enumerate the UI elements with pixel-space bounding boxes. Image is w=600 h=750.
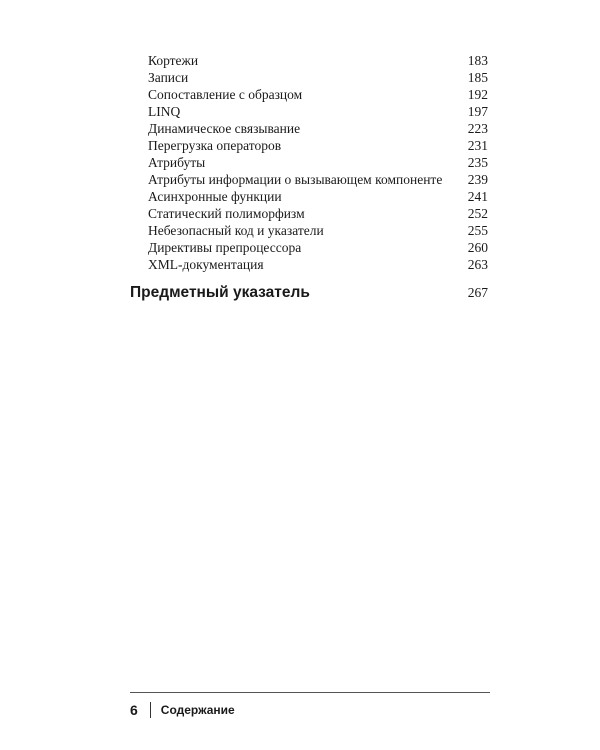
toc-entry xyxy=(148,222,488,239)
toc-entry-title: Атрибуты информации о вызывающем компоненте xyxy=(148,172,443,187)
toc-entry-title: Асинхронные функции xyxy=(148,189,282,204)
toc-entry-page: 183 xyxy=(467,53,488,68)
toc-list xyxy=(148,52,488,273)
toc-entry xyxy=(148,239,488,256)
toc-entry xyxy=(148,52,488,69)
toc-entry-title: Сопоставление с образцом xyxy=(148,87,303,102)
toc-entry-title: Директивы препроцессора xyxy=(148,240,302,255)
toc-entry-title: Записи xyxy=(148,70,189,85)
toc-entry-page: 239 xyxy=(467,172,488,187)
toc-entry-page: 255 xyxy=(467,223,488,238)
toc-entry-title: Динамическое связывание xyxy=(148,121,301,136)
toc-entry xyxy=(148,154,488,171)
index-title: Предметный указатель xyxy=(130,284,310,301)
toc-entry-page: 192 xyxy=(467,87,488,102)
toc-entry-title: Статический полиморфизм xyxy=(148,206,305,221)
toc-entry-title: Атрибуты xyxy=(148,155,206,170)
toc-entry-page: 235 xyxy=(467,155,488,170)
toc-entry xyxy=(148,120,488,137)
footer-page-number: 6 xyxy=(130,702,138,718)
index-entry xyxy=(130,284,488,302)
toc-entry-page: 231 xyxy=(467,138,488,153)
toc-entry-title: Кортежи xyxy=(148,53,199,68)
toc-entry-page: 263 xyxy=(467,257,488,272)
toc-entry-title: XML-документация xyxy=(148,257,264,272)
toc-entry-title: Небезопасный код и указатели xyxy=(148,223,324,238)
toc-entry-page: 197 xyxy=(467,104,488,119)
toc-entry-title: Перегрузка операторов xyxy=(148,138,282,153)
toc-entry xyxy=(148,188,488,205)
toc-entry xyxy=(148,69,488,86)
toc-entry xyxy=(148,86,488,103)
toc-entry-page: 260 xyxy=(467,240,488,255)
toc-entry-page: 223 xyxy=(467,121,488,136)
toc-entry xyxy=(148,103,488,120)
toc-entry-title: LINQ xyxy=(148,104,181,119)
toc-entry-page: 241 xyxy=(467,189,488,204)
index-page: 267 xyxy=(467,285,488,300)
toc-entry xyxy=(148,205,488,222)
footer-divider xyxy=(130,692,490,693)
toc-entry xyxy=(148,137,488,154)
toc-entry-page: 252 xyxy=(467,206,488,221)
footer-section-title: Содержание xyxy=(160,703,235,717)
toc-entry-page: 185 xyxy=(467,70,488,85)
toc-entry xyxy=(148,256,488,273)
toc-entry xyxy=(148,171,488,188)
page-footer xyxy=(130,702,235,718)
footer-separator xyxy=(150,702,151,718)
